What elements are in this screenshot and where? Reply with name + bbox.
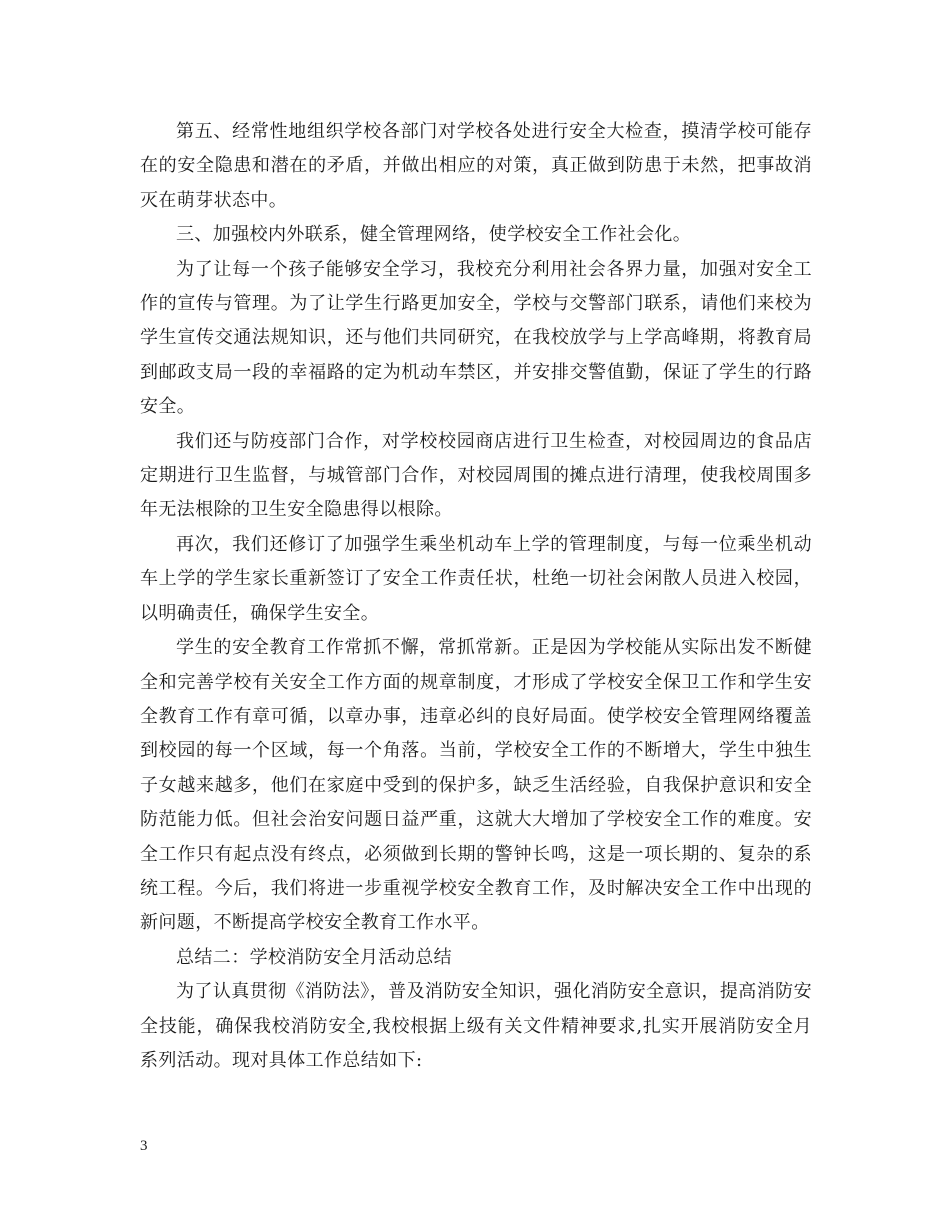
paragraph-fire-safety-intro: 为了认真贯彻《消防法》，普及消防安全知识，强化消防安全意识，提高消防安全技能，确保我校消防安全,我校根据上级有关文件精神要求,扎实开展消防安全月系列活动。现对具体工作总结如下:: [140, 981, 812, 1071]
section-heading-3: 三、加强校内外联系，健全管理网络，使学校安全工作社会化。: [176, 224, 692, 246]
paragraph-vehicle-rules: 再次，我们还修订了加强学生乘坐机动车上学的管理制度，与每一位乘坐机动车上学的学生家长重新签订了安全工作责任状，杜绝一切社会闲散人员进入校园，以明确责任，确保学生安全。: [140, 533, 812, 624]
document-body: [140, 115, 812, 1078]
paragraph-traffic-safety: 为了让每一个孩子能够安全学习，我校充分利用社会各界力量，加强对安全工作的宣传与管理。为了让学生行路更加安全，学校与交警部门联系，请他们来校为学生宣传交通法规知识，还与他们共同研究，在我校放学与上学高峰期，将教育局到邮政支局一段的幸福路的定为机动车禁区，并安排交警值勤，保证了学生的行路安全。: [140, 258, 812, 418]
paragraph-item-5-inspection: 第五、经常性地组织学校各部门对学校各处进行安全大检查，摸清学校可能存在的安全隐患和潜在的矛盾，并做出相应的对策，真正做到防患于未然，把事故消灭在萌芽状态中。: [140, 121, 812, 211]
paragraph-safety-education: 学生的安全教育工作常抓不懈，常抓常新。正是因为学校能从实际出发不断健全和完善学校有关安全工作方面的规章制度，才形成了学校安全保卫工作和学生安全教育工作有章可循，以章办事，违章必纠的良好局面。使学校安全管理网络覆盖到校园的每一个区域，每一个角落。当前，学校安全工作的不断增大，学生中独生子女越来越多，他们在家庭中受到的保护多，缺乏生活经验，自我保护意识和安全防范能力低。但社会治安问题日益严重，这就大大增加了学校安全工作的难度。安全工作只有起点没有终点，必须做到长期的警钟长鸣，这是一项长期的、复杂的系统工程。今后，我们将进一步重视学校安全教育工作，及时解决安全工作中出现的新问题，不断提高学校安全教育工作水平。: [140, 637, 812, 934]
summary-two-heading: 总结二：学校消防安全月活动总结: [176, 946, 452, 968]
page-number: 3: [140, 1138, 148, 1154]
paragraph-health-inspection: 我们还与防疫部门合作，对学校校园商店进行卫生检查，对校园周边的食品店定期进行卫生监督，与城管部门合作，对校园周围的摊点进行清理，使我校周围多年无法根除的卫生安全隐患得以根除。: [140, 430, 812, 521]
